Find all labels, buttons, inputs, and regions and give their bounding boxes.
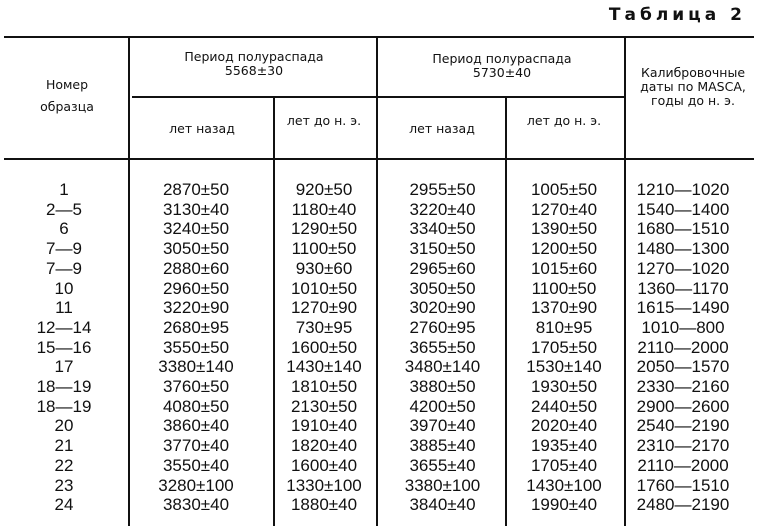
years-bc-5568-cell: 1820±40 <box>290 436 358 456</box>
years-bc-5568-cell: 2130±50 <box>290 396 358 416</box>
calibrated-date-cell: 2540—2190 <box>636 416 730 436</box>
years-bc-5730-cell: 1200±50 <box>530 239 598 259</box>
years-ago-5568-cell: 3550±40 <box>162 455 230 475</box>
sample-no-cell: 7—9 <box>46 258 82 278</box>
years-bc-5730-cell: 1530±140 <box>526 357 602 377</box>
header-halflife-2-title: Период полураспада <box>432 51 572 66</box>
years-ago-5568-cell: 3380±140 <box>158 357 234 377</box>
calibrated-date-cell: 2310—2170 <box>636 436 730 456</box>
years-ago-5730-cell: 3970±40 <box>409 416 476 436</box>
sample-no-cell: 24 <box>54 495 74 515</box>
calibrated-date-cell: 2900—2600 <box>636 396 730 416</box>
years-bc-5568-cell: 1910±40 <box>290 416 358 436</box>
years-ago-5730-cell: 2760±95 <box>409 317 476 337</box>
years-bc-5568-cell: 1600±40 <box>290 455 358 475</box>
years-bc-5568-cell: 920±50 <box>295 180 353 199</box>
table-row <box>6 456 745 476</box>
data-table-body <box>6 180 745 515</box>
calibrated-date-cell: 2480—2190 <box>636 495 730 515</box>
table-row <box>6 377 745 397</box>
years-ago-5730-cell: 3885±40 <box>409 436 476 456</box>
calibrated-date-cell: 1540—1400 <box>636 199 730 219</box>
years-bc-5730-cell: 1705±50 <box>530 337 598 357</box>
calibrated-date-cell: 1210—1020 <box>636 180 730 199</box>
table-row <box>6 200 745 220</box>
years-ago-5730-cell: 4200±50 <box>409 396 476 416</box>
data-table <box>6 180 745 515</box>
sample-no-cell: 22 <box>54 455 74 475</box>
sample-no-cell: 6 <box>59 219 69 239</box>
years-bc-5730-cell: 1990±40 <box>530 495 598 515</box>
years-ago-5568-cell: 3830±40 <box>162 495 230 515</box>
years-ago-5568-cell: 2680±95 <box>162 317 230 337</box>
years-ago-5568-cell: 3280±100 <box>158 475 234 495</box>
years-bc-5568-cell: 1880±40 <box>290 495 358 515</box>
years-bc-5568-cell: 1290±50 <box>290 219 358 239</box>
years-ago-5730-cell: 2965±60 <box>409 258 476 278</box>
years-ago-5730-cell: 3840±40 <box>409 495 476 515</box>
sample-no-cell: 12—14 <box>36 317 92 337</box>
table-row <box>6 318 745 338</box>
top-rule <box>4 36 754 38</box>
sample-no-cell: 20 <box>54 416 74 436</box>
calibrated-date-cell: 1360—1170 <box>637 278 729 298</box>
years-bc-5568-cell: 1010±50 <box>290 278 358 298</box>
years-ago-5730-cell: 3655±50 <box>409 337 476 357</box>
sample-no-cell: 7—9 <box>46 239 82 259</box>
years-ago-5568-cell: 4080±50 <box>162 396 230 416</box>
table-row <box>6 357 745 377</box>
years-ago-5730-cell: 3880±50 <box>409 377 476 397</box>
table-row <box>6 298 745 318</box>
years-bc-5730-cell: 1430±100 <box>526 475 602 495</box>
years-ago-5568-cell: 3220±90 <box>162 298 230 318</box>
table-row <box>6 239 745 259</box>
subheader-rule <box>132 96 626 98</box>
years-ago-5568-cell: 3240±50 <box>162 219 230 239</box>
years-ago-5730-cell: 3020±90 <box>409 298 476 318</box>
header-years-bc-1: лет до н. э. <box>286 113 362 128</box>
years-bc-5568-cell: 1180±40 <box>291 199 357 219</box>
sample-no-cell: 17 <box>54 357 74 377</box>
sample-no-cell: 10 <box>54 278 74 298</box>
sample-no-cell: 2—5 <box>46 199 82 219</box>
years-ago-5730-cell: 3380±100 <box>404 475 481 495</box>
years-bc-5568-cell: 1270±90 <box>290 298 358 318</box>
header-years-bc-2: лет до н. э. <box>526 113 602 128</box>
sample-no-cell: 18—19 <box>36 377 92 397</box>
years-ago-5568-cell: 3860±40 <box>162 416 230 436</box>
table-label: Таблица 2 <box>608 5 746 25</box>
header-bottom-rule <box>4 158 754 160</box>
sample-no-cell: 15—16 <box>36 337 92 357</box>
calibrated-date-cell: 1480—1300 <box>636 239 730 259</box>
years-ago-5568-cell: 3770±40 <box>162 436 230 456</box>
years-ago-5730-cell: 3220±40 <box>409 199 476 219</box>
table-row <box>6 259 745 279</box>
years-bc-5568-cell: 1100±50 <box>291 239 357 259</box>
years-ago-5568-cell: 2870±50 <box>162 180 230 199</box>
calibrated-date-cell: 2050—1570 <box>636 357 730 377</box>
calibrated-date-cell: 1270—1020 <box>636 258 730 278</box>
sample-no-cell: 11 <box>55 298 73 318</box>
years-bc-5730-cell: 2020±40 <box>530 416 598 436</box>
years-bc-5568-cell: 1330±100 <box>286 475 362 495</box>
calibrated-date-cell: 1615—1490 <box>636 298 730 318</box>
sample-no-cell: 18—19 <box>36 396 92 416</box>
sample-no-cell: 21 <box>54 436 74 456</box>
years-ago-5568-cell: 3550±50 <box>162 337 230 357</box>
header-calibrated-dates: Калибровочные даты по MASCA, годы до н. э. <box>640 65 746 108</box>
sample-no-cell: 1 <box>59 180 69 199</box>
years-bc-5730-cell: 1370±90 <box>530 298 598 318</box>
table-row <box>6 416 745 436</box>
table-row <box>6 397 745 417</box>
years-ago-5568-cell: 2960±50 <box>162 278 230 298</box>
years-bc-5730-cell: 1390±50 <box>530 219 598 239</box>
sample-no-cell: 23 <box>54 475 74 495</box>
header-halflife-1-value: 5568±30 <box>224 63 284 78</box>
calibrated-date-cell: 1010—800 <box>641 317 725 337</box>
years-ago-5730-cell: 3050±50 <box>409 278 476 298</box>
years-bc-5730-cell: 1930±50 <box>530 377 598 397</box>
table-row <box>6 180 745 200</box>
table-row <box>6 436 745 456</box>
calibrated-date-cell: 1680—1510 <box>636 219 730 239</box>
years-bc-5730-cell: 1005±50 <box>530 180 598 199</box>
years-bc-5568-cell: 1600±50 <box>290 337 358 357</box>
years-bc-5730-cell: 810±95 <box>535 317 593 337</box>
years-bc-5568-cell: 1810±50 <box>290 377 358 397</box>
table-row <box>6 219 745 239</box>
table-row <box>6 476 745 496</box>
years-bc-5730-cell: 2440±50 <box>530 396 598 416</box>
table-row <box>6 338 745 358</box>
years-bc-5568-cell: 730±95 <box>295 317 353 337</box>
years-ago-5730-cell: 3150±50 <box>409 239 476 259</box>
table-row <box>6 279 745 299</box>
years-bc-5730-cell: 1100±50 <box>531 278 597 298</box>
header-halflife-1-title: Период полураспада <box>184 49 324 64</box>
years-bc-5730-cell: 1270±40 <box>530 199 598 219</box>
header-sample-no: Номер образца <box>40 77 94 114</box>
years-ago-5730-cell: 3480±140 <box>404 357 481 377</box>
calibrated-date-cell: 2330—2160 <box>636 377 730 397</box>
years-ago-5730-cell: 3340±50 <box>409 219 476 239</box>
calibrated-date-cell: 2110—2000 <box>637 455 729 475</box>
header-years-ago-2: лет назад <box>409 121 475 136</box>
years-ago-5568-cell: 3130±40 <box>162 199 230 219</box>
header-years-ago-1: лет назад <box>169 121 235 136</box>
table-row <box>6 495 745 515</box>
calibrated-date-cell: 2110—2000 <box>637 337 729 357</box>
years-bc-5568-cell: 1430±140 <box>286 357 362 377</box>
calibrated-date-cell: 1760—1510 <box>636 475 730 495</box>
years-bc-5730-cell: 1935±40 <box>530 436 598 456</box>
years-ago-5568-cell: 3050±50 <box>162 239 230 259</box>
years-ago-5568-cell: 2880±60 <box>162 258 230 278</box>
years-bc-5730-cell: 1015±60 <box>530 258 598 278</box>
years-ago-5568-cell: 3760±50 <box>162 377 230 397</box>
years-bc-5730-cell: 1705±40 <box>530 455 598 475</box>
years-ago-5730-cell: 2955±50 <box>409 180 476 199</box>
years-ago-5730-cell: 3655±40 <box>409 455 476 475</box>
header-halflife-2-value: 5730±40 <box>472 65 532 80</box>
years-bc-5568-cell: 930±60 <box>295 258 353 278</box>
